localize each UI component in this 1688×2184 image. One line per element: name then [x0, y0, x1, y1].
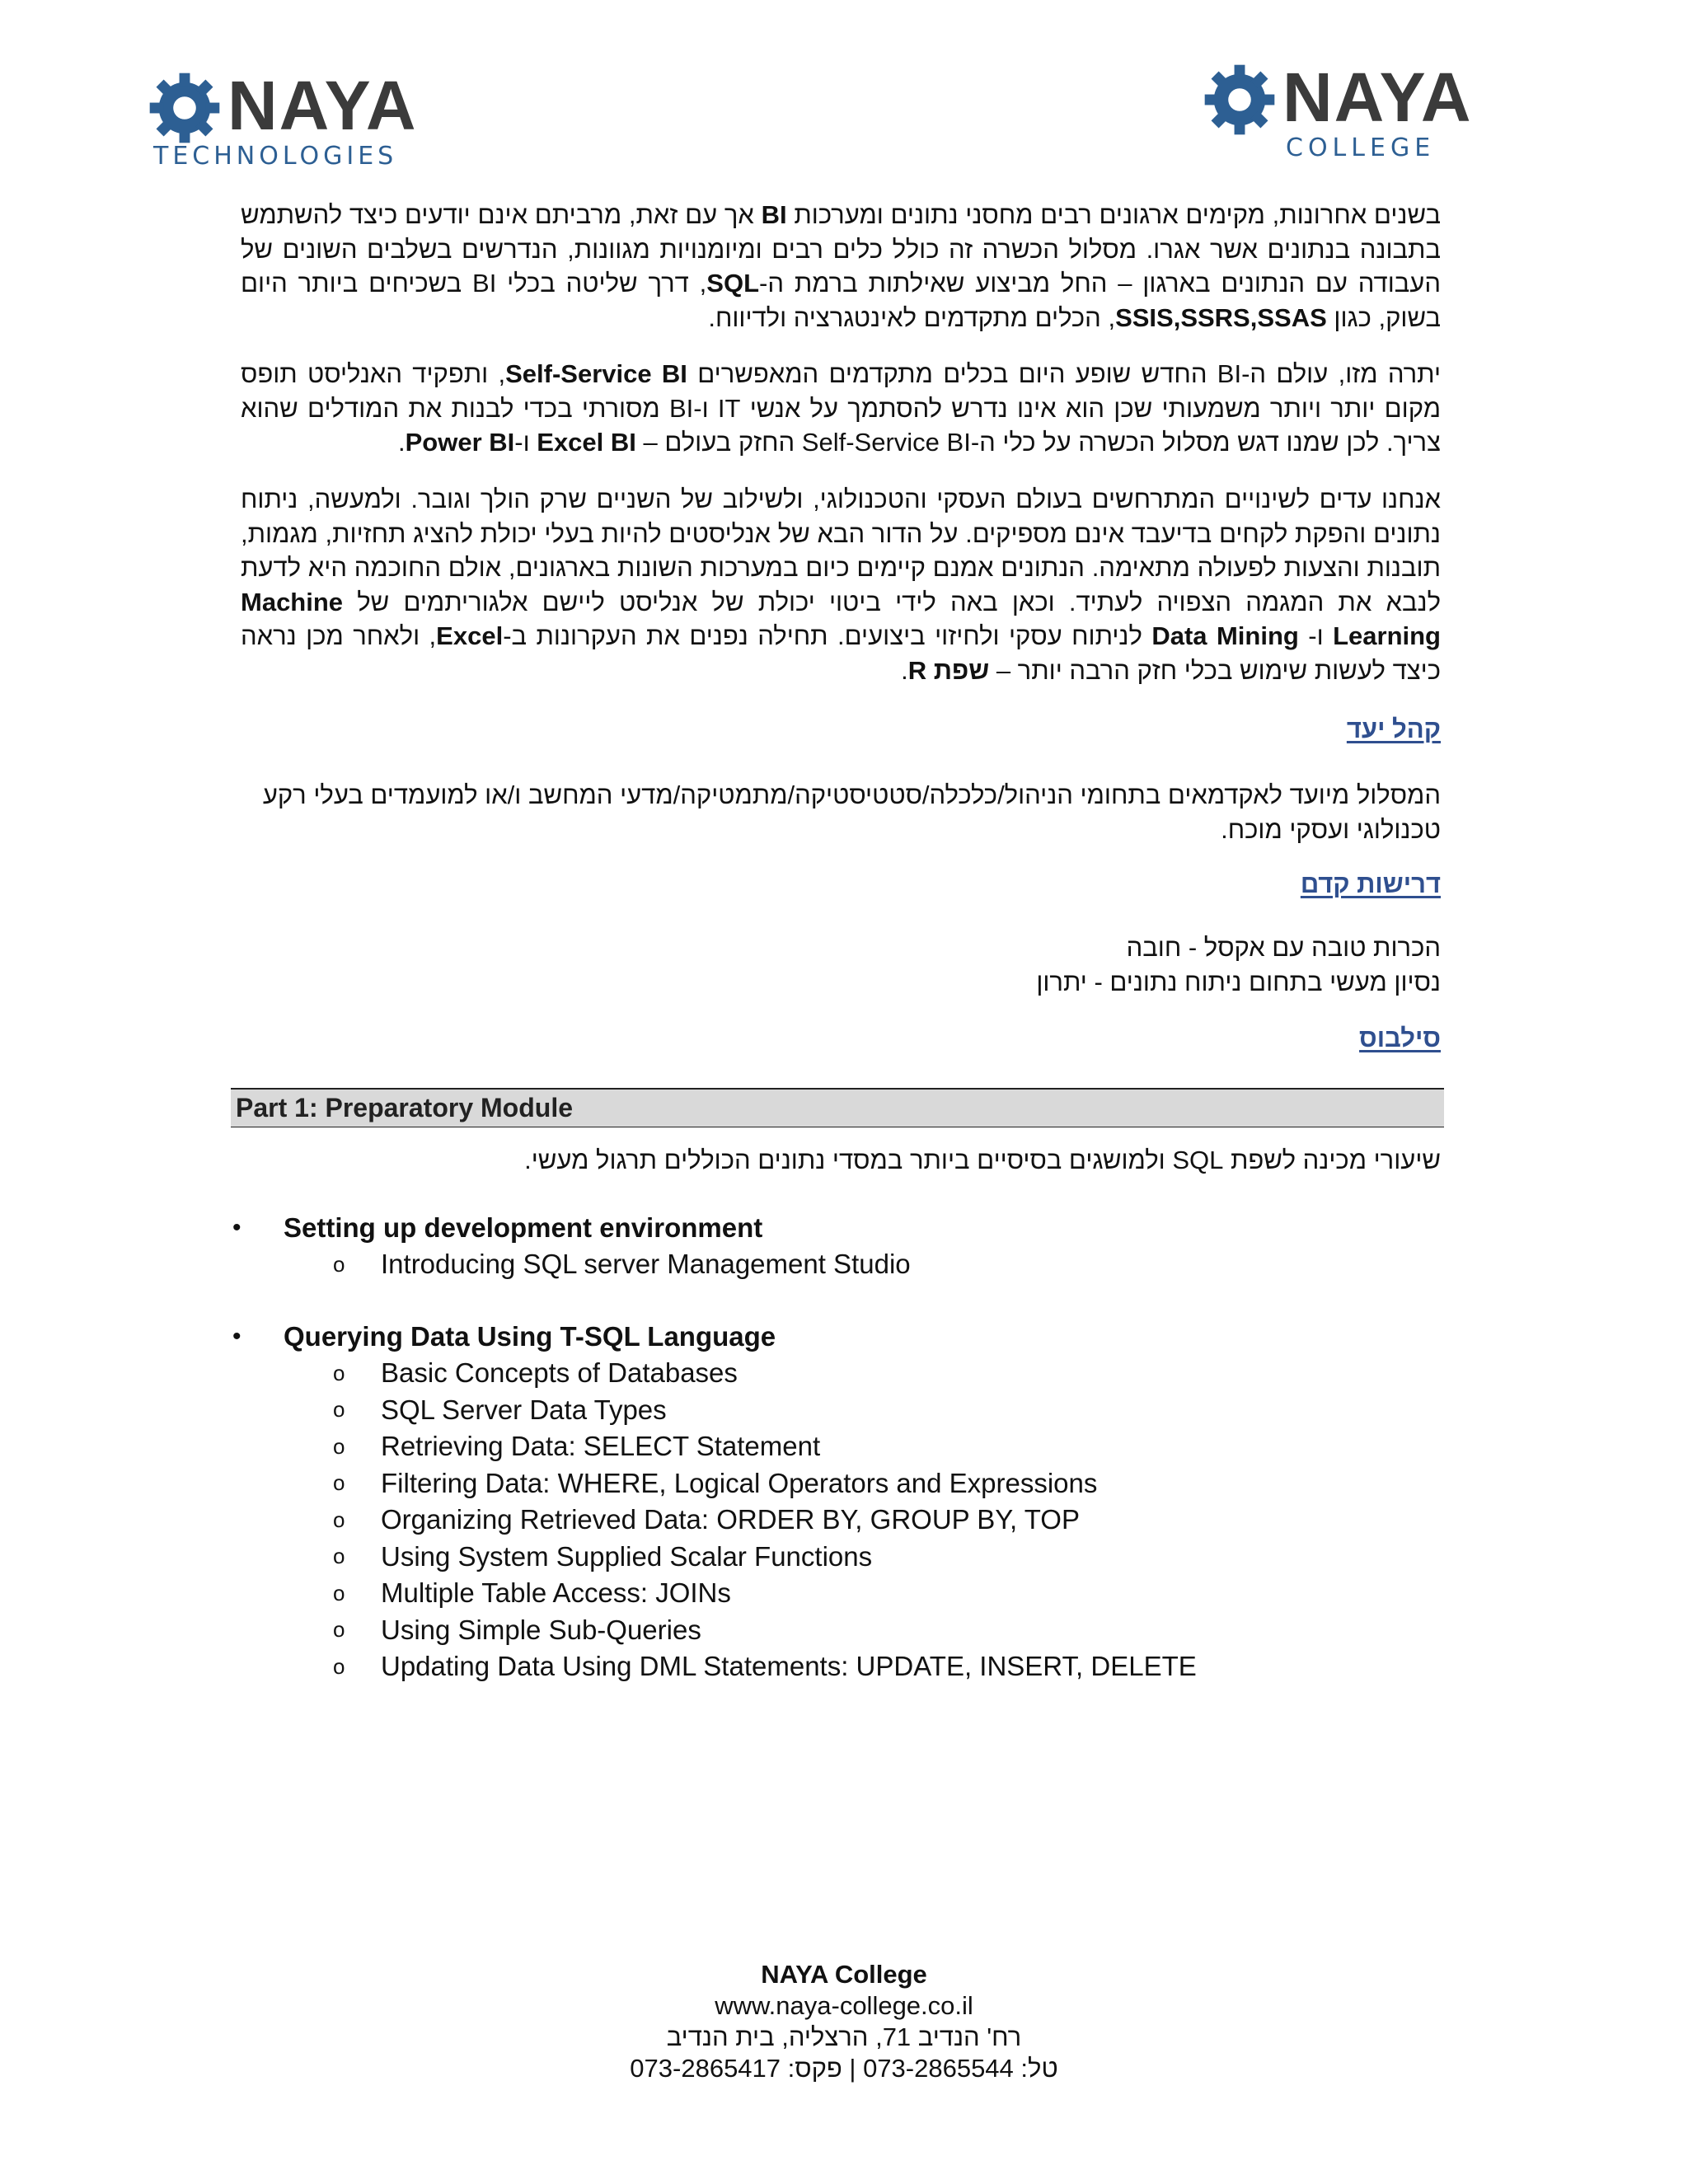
- syllabus-section: [232, 1319, 1197, 1685]
- circle-bullet-icon: o: [333, 1507, 345, 1532]
- list-item: o Filtering Data: WHERE, Logical Operators and Expressions: [333, 1467, 1098, 1498]
- circle-bullet-icon: o: [333, 1470, 345, 1496]
- gear-icon: [147, 70, 223, 146]
- circle-bullet-icon: o: [333, 1617, 345, 1643]
- footer-address: רח' הנדיב 71, הרצליה, בית הנדיב: [666, 2022, 1022, 2051]
- bullet-icon: •: [232, 1214, 241, 1241]
- footer-website: www.naya-college.co.il: [715, 1991, 973, 2020]
- gear-icon: [1202, 62, 1278, 138]
- footer-name: NAYA College: [761, 1960, 927, 1989]
- circle-bullet-icon: o: [333, 1580, 345, 1605]
- list-item: o Using System Supplied Scalar Functions: [333, 1540, 873, 1572]
- list-item: o Organizing Retrieved Data: ORDER BY, GROUP BY, TOP: [333, 1504, 1080, 1535]
- section-title: Querying Data Using T-SQL Language: [284, 1321, 776, 1352]
- syllabus-heading: סילבוס: [1359, 1024, 1441, 1052]
- list-item: o Introducing SQL server Management Studio: [333, 1249, 911, 1280]
- logo-subtitle: COLLEGE: [1286, 134, 1436, 162]
- list-item: o SQL Server Data Types: [333, 1394, 667, 1425]
- prerequisite-item: נסיון מעשי בתחום ניתוח נתונים - יתרון: [1036, 968, 1441, 996]
- intro-paragraph-1: בשנים אחרונות, מקימים ארגונים רבים מחסני נתונים ומערכות BI אך עם זאת, מרביתם אינם יודעים כיצד להשתמש בתבונה בנתונים אשר אגרו. מסלול הכשרה זה כולל כלים רבים ומיומנויות מגוונות, הנדרשים בשלבים השונים של העבודה עם הנתונים בארגון – החל מביצוע שאילתות ברמת ה-SQL, דרך שליטה בכלי BI בשכיחים ביותר היום בשוק, כגון SSIS,SSRS,SSAS, הכלים מתקדמים לאינטגרציה ולדיווח.: [241, 200, 1442, 332]
- part-title: Part 1: Preparatory Module: [236, 1093, 573, 1122]
- circle-bullet-icon: o: [333, 1433, 345, 1459]
- naya-technologies-logo: [147, 67, 418, 171]
- syllabus-section: [232, 1210, 911, 1283]
- logo-subtitle: TECHNOLOGIES: [153, 142, 398, 171]
- list-item: o Multiple Table Access: JOINs: [333, 1577, 731, 1609]
- part-intro-text: שיעורי מכינה לשפת SQL ולמושגים בסיסיים ביותר במסדי נתונים הכוללים תרגול מעשי.: [524, 1146, 1441, 1174]
- intro-paragraph-3: אנחנו עדים לשינויים המתרחשים בעולם העסקי והטכנולוגי, ולשילוב של השניים שרק הולך וגובר. ולמעשה, ניתוח נתונים והפקת לקחים בדיעבד אינם מספיקים. על הדור הבא של אנליסטים להיות בעלי יכולת להציג תחזיות, מגמות, תובנות והצעות לפעולה מתאימה. הנתונים אמנם קיימים כיום במערכות השונות בארגונים, אולם החוכמה היא לדעת לנבא את המגמה הצפויה לעתיד. וכאן באה לידי ביטוי יכולת של אנליסט ליישם אלגוריתמים של Machine Learning ו- Data Mining לניתוח עסקי ולחיזוי ביצועים. תחילה נפנים את העקרונות ב-Excel, ולאחר מכן נראה כיצד לעשות שימוש בכלי חזק הרבה יותר – שפת R.: [241, 485, 1441, 685]
- target-audience-text: המסלול מיועד לאקדמאים בתחומי הניהול/כלכלה/סטטיסטיקה/מתמטיקה/מדעי המחשב ו/או למועמדים בעלי רקע טכנולוגי ועסקי מוכח.: [262, 780, 1441, 844]
- footer-phones: טל: 073-2865544 | פקס: 073-2865417: [630, 2054, 1058, 2083]
- section-title: Setting up development environment: [284, 1212, 763, 1243]
- logo-wordmark: NAYA: [227, 67, 418, 144]
- prerequisites-heading: דרישות קדם: [1300, 869, 1441, 898]
- prerequisite-item: הכרות טובה עם אקסל - חובה: [1126, 933, 1441, 962]
- circle-bullet-icon: o: [333, 1544, 345, 1569]
- list-item: o Using Simple Sub-Queries: [333, 1614, 701, 1645]
- intro-paragraph-2: יתרה מזו, עולם ה-BI החדש שופע היום בכלים מתקדמים המאפשרים Self-Service BI, ותפקיד האנליסט תופס מקום יותר ויותר משמעותי שכן הוא אינו נדרש להסתמך על אנשי IT ו-BI מסורתי בכדי לבנות את המודלים שהוא צריך. לכן שמנו דגש מסלול הכשרה על כלי ה-Self-Service BI החזק בעולם – Excel BI ו-Power BI.: [241, 359, 1442, 457]
- target-audience-heading: קהל יעד: [1346, 715, 1441, 743]
- list-item: o Updating Data Using DML Statements: UPDATE, INSERT, DELETE: [333, 1651, 1197, 1682]
- circle-bullet-icon: o: [333, 1653, 345, 1679]
- bullet-icon: •: [232, 1323, 241, 1350]
- list-item: o Basic Concepts of Databases: [333, 1357, 738, 1389]
- circle-bullet-icon: o: [333, 1397, 345, 1422]
- circle-bullet-icon: o: [333, 1251, 345, 1277]
- circle-bullet-icon: o: [333, 1360, 345, 1385]
- list-item: o Retrieving Data: SELECT Statement: [333, 1431, 821, 1462]
- naya-college-logo: [1202, 59, 1473, 162]
- part-header-bar: [231, 1088, 1444, 1127]
- logo-wordmark: NAYA: [1282, 59, 1473, 136]
